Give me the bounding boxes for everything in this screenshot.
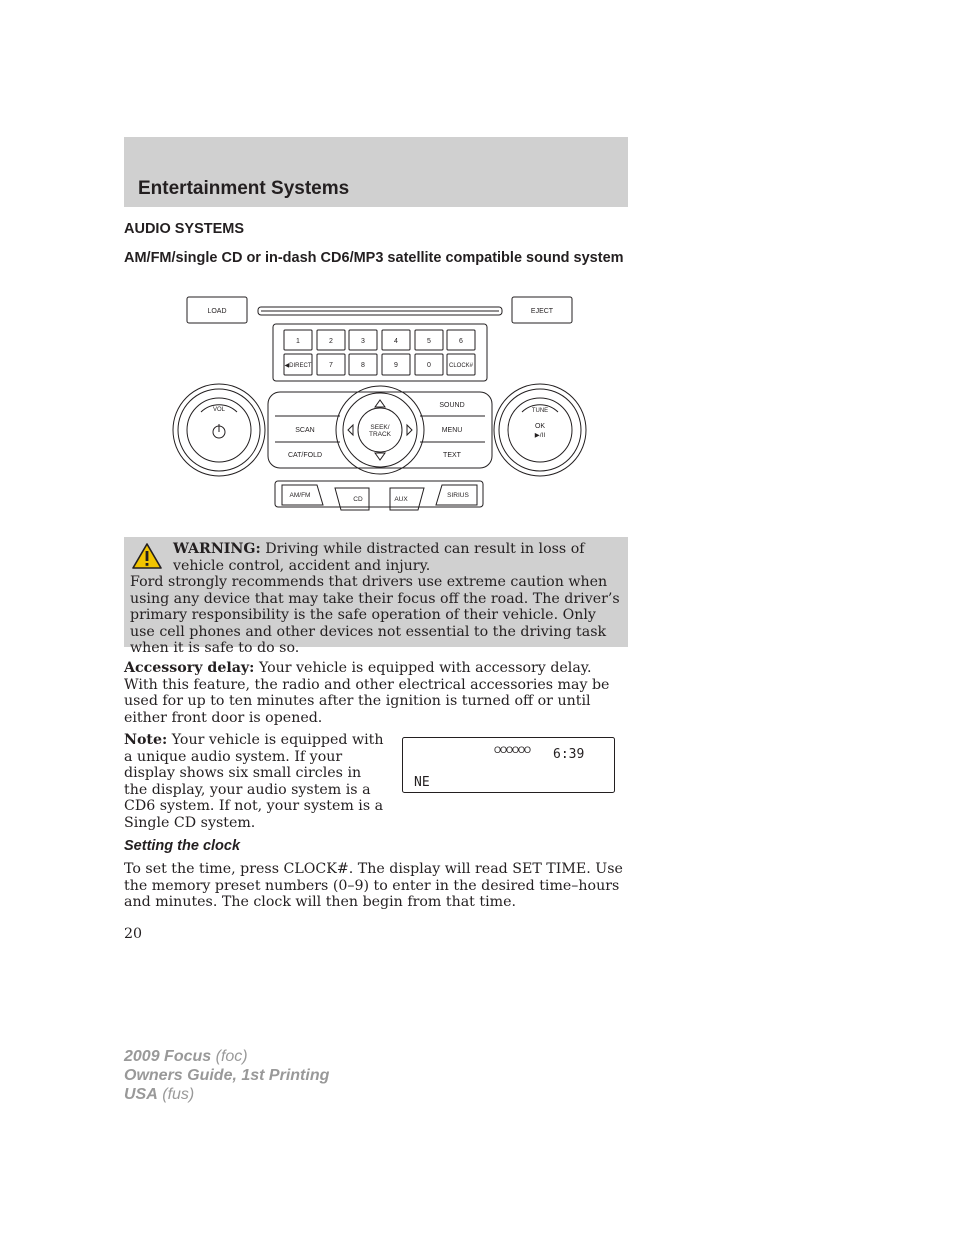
scan-label: SCAN bbox=[295, 427, 315, 434]
section-heading: AUDIO SYSTEMS bbox=[124, 221, 245, 237]
cat-fold-label: CAT/FOLD bbox=[287, 452, 323, 459]
am-fm-label: AM/FM bbox=[289, 492, 311, 499]
direct-label: ◀DIRECT bbox=[284, 363, 312, 369]
footer-model: 2009 Focus bbox=[124, 1048, 212, 1065]
preset-4-label: 4 bbox=[394, 338, 398, 345]
preset-2-label: 2 bbox=[329, 338, 333, 345]
preset-1-label: 1 bbox=[296, 338, 300, 345]
radio-display-diagram bbox=[402, 737, 616, 794]
load-label: LOAD bbox=[207, 308, 227, 315]
sound-label: SOUND bbox=[439, 402, 465, 409]
setting-clock-text: To set the time, press CLOCK#. The display will read SET TIME. Use the memory preset numbers (0–9) to enter in the desired time–hours and minutes. The clock will then begin from that time. bbox=[124, 861, 623, 910]
preset-6-label: 6 bbox=[459, 338, 463, 345]
accessory-delay-text: Your vehicle is equipped with accessory delay. With this feature, the radio and other electrical accessories may be used for up to ten minutes after the ignition is turned off or until either front door is opened. bbox=[124, 660, 610, 726]
cd-label: CD bbox=[353, 496, 363, 503]
warning-text bbox=[130, 541, 624, 657]
preset-3-label: 3 bbox=[361, 338, 365, 345]
note-text: Your vehicle is equipped with a unique audio system. If your display shows six small circles in the display, your audio system is a CD6 system. If not, your system is a Single CD system. bbox=[124, 732, 384, 831]
warning-label: WARNING: bbox=[173, 541, 261, 557]
footer bbox=[124, 1047, 329, 1104]
note-paragraph bbox=[124, 732, 384, 831]
eject-label: EJECT bbox=[530, 308, 554, 315]
footer-model-code: (foc) bbox=[215, 1048, 248, 1065]
ok-label: OK bbox=[534, 423, 546, 430]
vol-label: VOL bbox=[212, 407, 226, 413]
tune-label: TUNE bbox=[531, 408, 549, 414]
note-lead: Note: bbox=[124, 732, 168, 748]
text-label: TEXT bbox=[443, 452, 461, 459]
page-number: 20 bbox=[124, 926, 143, 942]
preset-7-label: 7 bbox=[329, 362, 333, 369]
display-direction: NE bbox=[414, 775, 430, 790]
footer-guide: Owners Guide, 1st Printing bbox=[124, 1067, 330, 1084]
page-title: Entertainment Systems bbox=[138, 178, 350, 199]
play-pause-label: ▶/II bbox=[534, 432, 546, 439]
accessory-delay-paragraph bbox=[124, 660, 624, 726]
warning-text-rest: Ford strongly recommends that drivers use extreme caution when using any device that may take their focus off the road. The driver’s primary responsibility is the safe operation of their vehicle. Only use cell phones and other devices not essential to the driving task when it is safe to do so. bbox=[130, 574, 620, 656]
preset-panel bbox=[273, 324, 487, 381]
accessory-delay-lead: Accessory delay: bbox=[124, 660, 255, 676]
cd6-circles: OOOOOO bbox=[494, 745, 531, 755]
preset-0-label: 0 bbox=[427, 362, 431, 369]
footer-market-code: (fus) bbox=[162, 1086, 195, 1103]
aux-label: AUX bbox=[394, 496, 408, 503]
track-label: TRACK bbox=[368, 431, 392, 438]
display-time: 6:39 bbox=[553, 747, 585, 762]
sub-heading: AM/FM/single CD or in-dash CD6/MP3 satellite compatible sound system bbox=[124, 250, 624, 266]
clock-label: CLOCK# bbox=[448, 363, 474, 369]
footer-market: USA bbox=[124, 1086, 158, 1103]
radio-faceplate-diagram bbox=[165, 292, 595, 518]
seek-label: SEEK/ bbox=[370, 424, 390, 431]
warning-text-first: Driving while distracted can result in loss of vehicle control, accident and injury. bbox=[173, 541, 585, 574]
setting-clock-heading: Setting the clock bbox=[124, 838, 241, 854]
sirius-label: SIRIUS bbox=[447, 492, 469, 499]
preset-8-label: 8 bbox=[361, 362, 365, 369]
menu-label: MENU bbox=[441, 427, 463, 434]
preset-5-label: 5 bbox=[427, 338, 431, 345]
preset-9-label: 9 bbox=[394, 362, 398, 369]
